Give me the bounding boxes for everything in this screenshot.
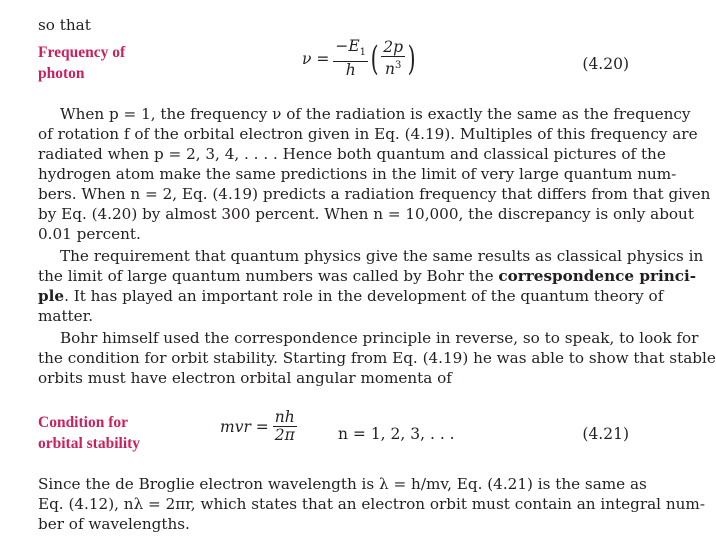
equation-4-21: [220, 409, 297, 444]
equation-condition: n = 1, 2, 3, . . .: [338, 425, 455, 443]
paragraph-line: the limit of large quantum numbers was called by Bohr the correspondence princi-: [38, 267, 697, 285]
margin-label-frequency-of-photon: [38, 42, 125, 84]
paragraph-line: ber of wavelengths.: [38, 515, 190, 533]
term-correspondence-principle: correspondence princi-: [498, 267, 697, 285]
right-paren: ): [407, 38, 416, 79]
paragraph-line: When p = 1, the frequency ν of the radiation is exactly the same as the frequency: [60, 105, 691, 123]
paragraph-line: 0.01 percent.: [38, 225, 141, 243]
equation-lhs: ν =: [302, 49, 330, 68]
margin-label-line: Frequency of: [38, 44, 126, 61]
fraction: [333, 38, 368, 79]
paragraph-line: Bohr himself used the correspondence principle in reverse, so to speak, to look for: [60, 329, 699, 347]
paragraph-line: The requirement that quantum physics give the same results as classical physics in: [60, 247, 704, 265]
inner-fraction: [381, 39, 405, 78]
paragraph-line: of rotation f of the orbital electron given in Eq. (4.19). Multiples of this frequency are: [38, 125, 698, 143]
fraction-denominator: h: [345, 61, 356, 80]
paragraph-line: the condition for orbit stability. Starting from Eq. (4.19) he was able to show that stable: [38, 349, 716, 367]
margin-label-line: photon: [38, 65, 85, 82]
equation-number-4-20: (4.20): [582, 55, 629, 73]
margin-label-line: Condition for: [38, 414, 128, 431]
inner-fraction-denominator: $n^3$: [385, 59, 402, 79]
margin-label-line: orbital stability: [38, 435, 141, 452]
paragraph-line: hydrogen atom make the same predictions in the limit of very large quantum num-: [38, 165, 677, 183]
equation-4-20: [302, 38, 418, 79]
fraction-numerator: nh: [274, 408, 295, 426]
intro-text: so that: [38, 16, 91, 34]
fraction-numerator: $-E_1$: [333, 38, 368, 62]
inner-fraction-numerator: 2p: [383, 37, 404, 56]
paragraph-line: bers. When n = 2, Eq. (4.19) predicts a radiation frequency that differs from that given: [38, 185, 711, 203]
paragraph-line: by Eq. (4.20) by almost 300 percent. When n = 10,000, the discrepancy is only about: [38, 205, 694, 223]
paragraph-line: radiated when p = 2, 3, 4, . . . . Hence both quantum and classical pictures of the: [38, 145, 666, 163]
fraction-denominator: 2π: [274, 426, 295, 444]
margin-label-orbital-stability: [38, 412, 140, 454]
paragraph-line: orbits must have electron orbital angular momenta of: [38, 369, 452, 387]
paragraph-line: matter.: [38, 307, 94, 325]
fraction: [273, 409, 297, 444]
equation-number-4-21: (4.21): [582, 425, 629, 443]
paragraph-line: Since the de Broglie electron wavelength is λ = h/mv, Eq. (4.21) is the same as: [38, 475, 647, 493]
left-paren: (: [370, 38, 379, 79]
equation-lhs: mvr =: [220, 417, 269, 436]
paragraph-line: Eq. (4.12), nλ = 2πr, which states that an electron orbit must contain an integral num-: [38, 495, 705, 513]
term-correspondence-principle-end: ple: [38, 287, 65, 305]
paragraph-line: ple. It has played an important role in the development of the quantum theory of: [38, 287, 664, 305]
